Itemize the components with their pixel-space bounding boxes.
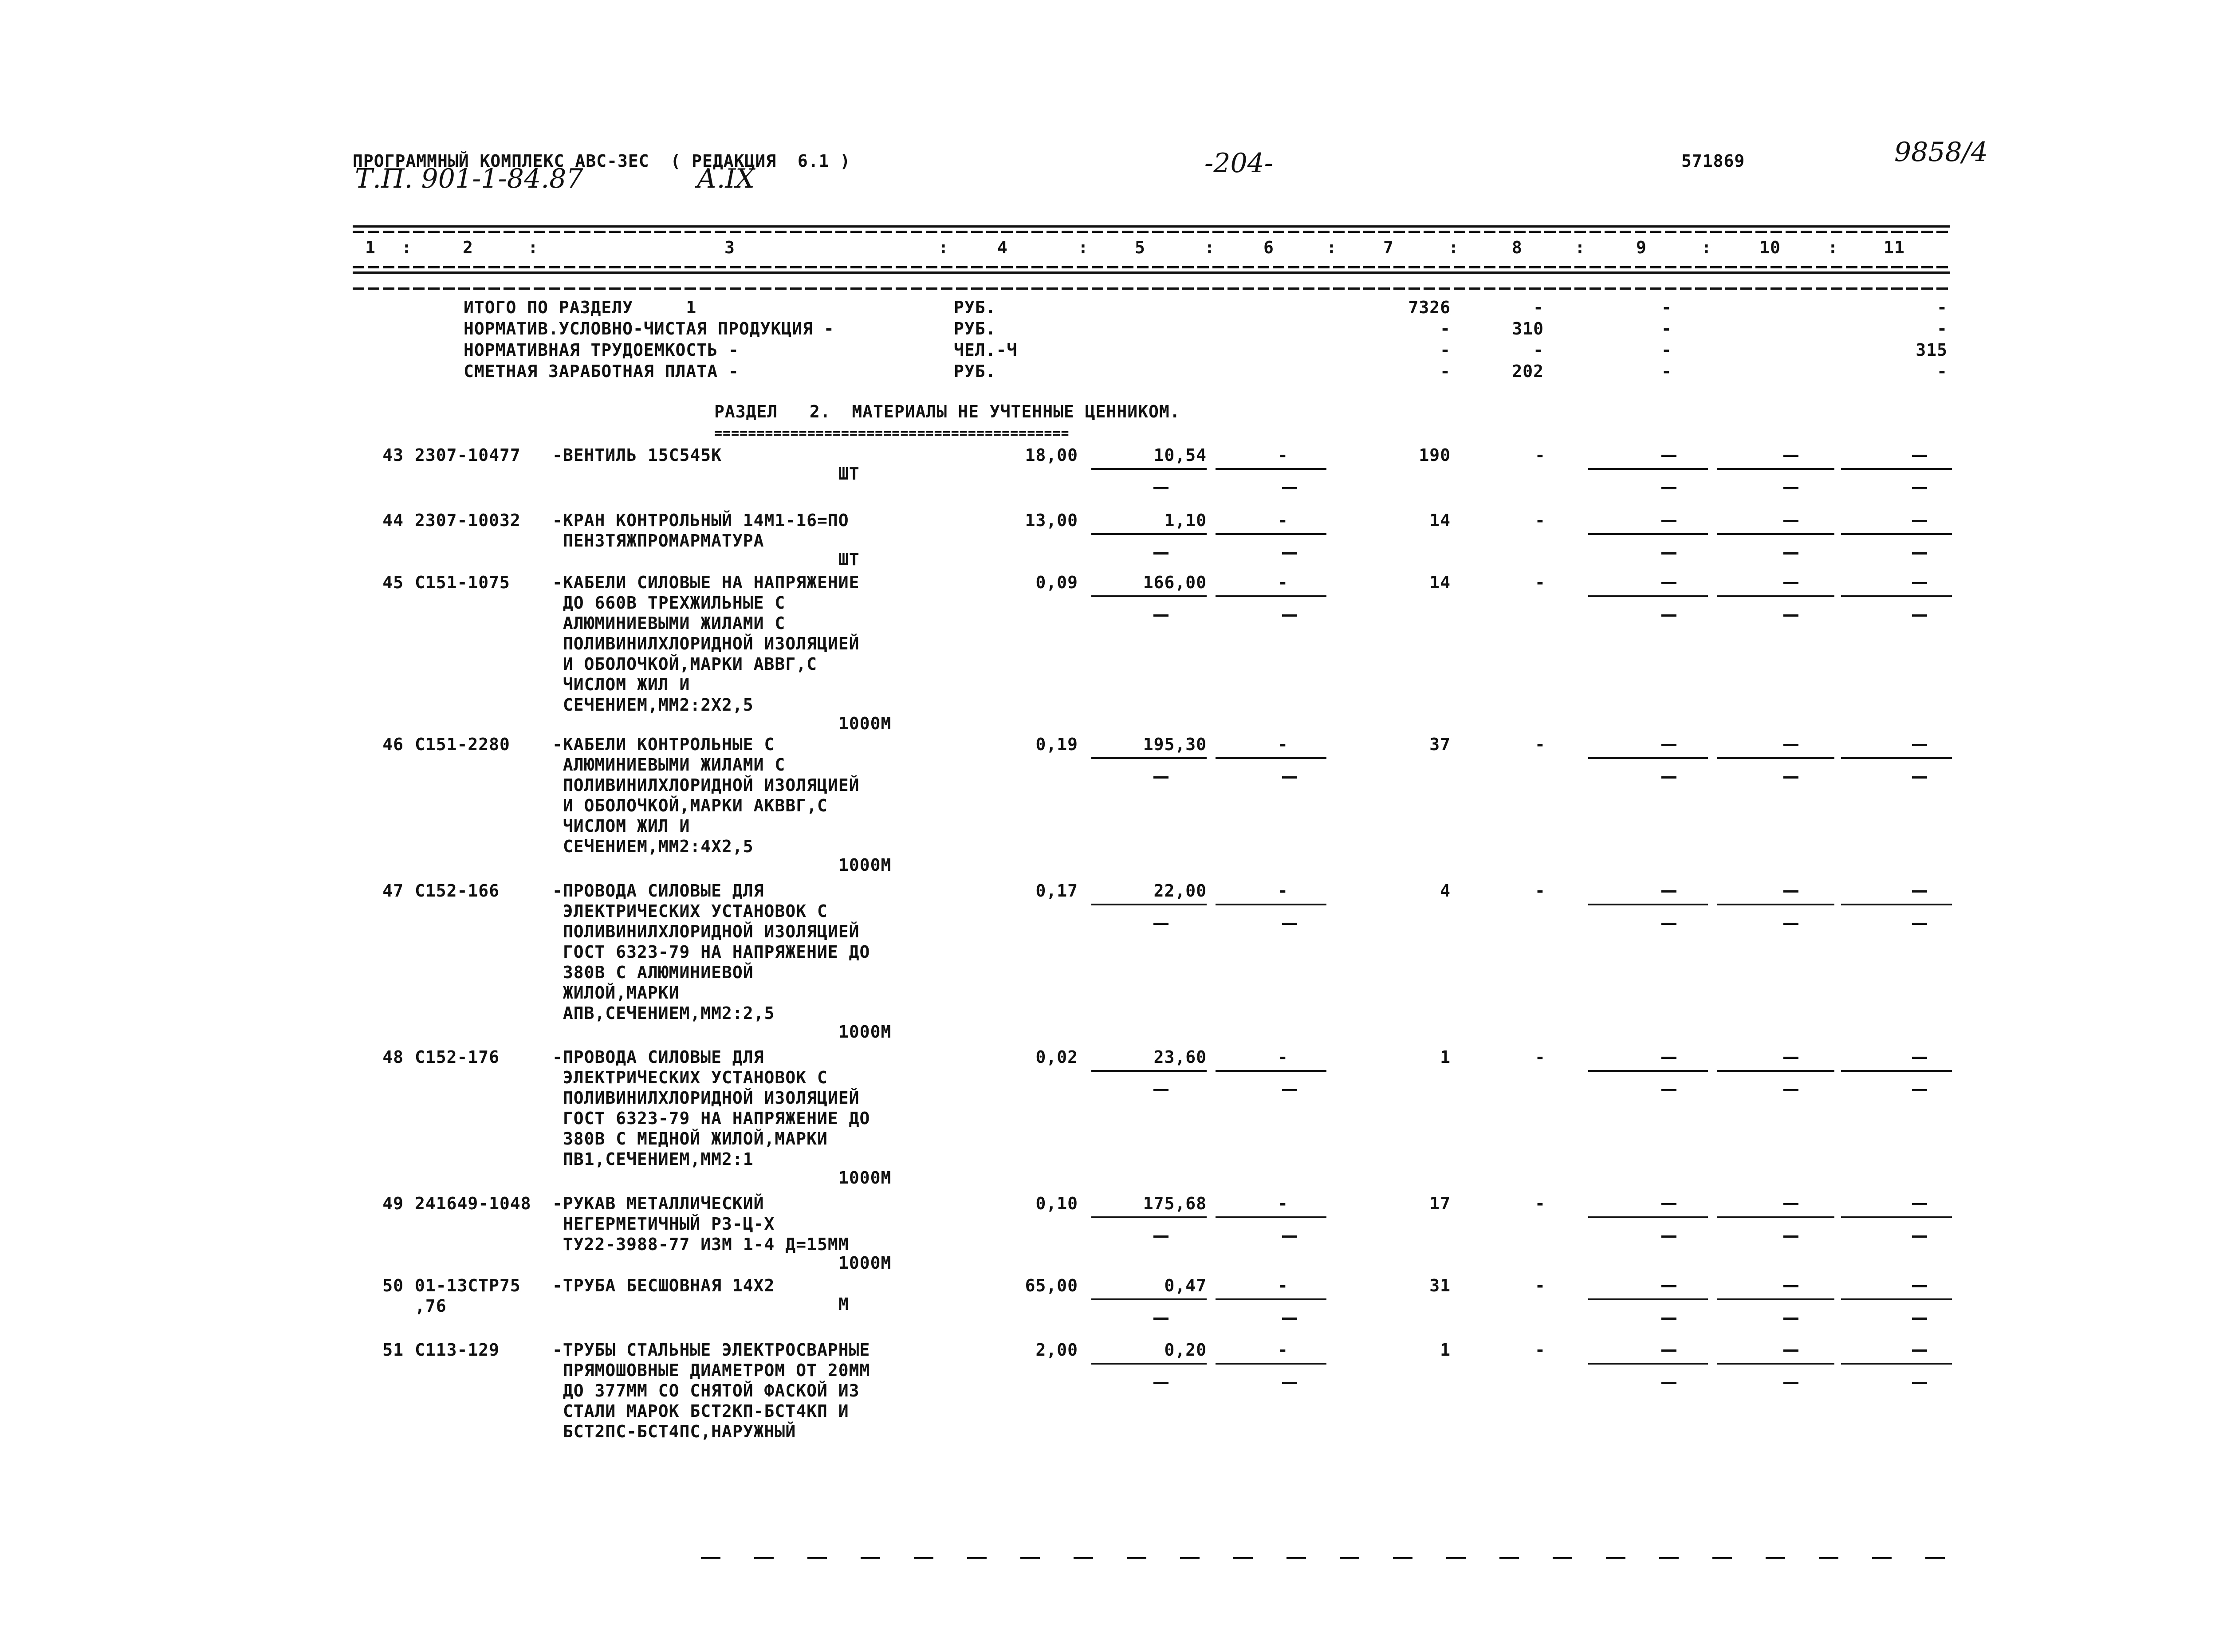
row-price: 23,60 — [1153, 1047, 1207, 1067]
row-description-line: -КРАН КОНТРОЛЬНЫЙ 14М1-16=ПО — [552, 511, 849, 530]
empty-cell-dash — [1661, 455, 1676, 457]
cell-underline — [1216, 595, 1326, 597]
empty-cell-dash — [1912, 744, 1927, 746]
cell-underline — [1091, 904, 1207, 905]
row-description-line: -ТРУБА БЕСШОВНАЯ 14Х2 — [552, 1276, 775, 1295]
column-number: 10 — [1759, 238, 1781, 257]
column-separator: : — [1701, 238, 1712, 257]
summary-value: - — [1533, 298, 1544, 317]
row-code: С152-176 — [415, 1047, 500, 1067]
cell-underline — [1588, 1216, 1708, 1218]
empty-cell-dash — [1661, 1318, 1676, 1320]
row-description-line: ПОЛИВИНИЛХЛОРИДНОЙ ИЗОЛЯЦИЕЙ — [552, 775, 860, 795]
empty-cell-dash — [1661, 487, 1676, 489]
row-unit: 1000М — [838, 1022, 892, 1042]
row-col8: - — [1535, 1276, 1546, 1295]
row-unit: 1000М — [838, 714, 892, 733]
row-description-line: -РУКАВ МЕТАЛЛИЧЕСКИЙ — [552, 1194, 764, 1213]
empty-cell-dash — [1783, 455, 1798, 457]
empty-cell-dash — [1783, 1382, 1798, 1384]
row-description-line: ПОЛИВИНИЛХЛОРИДНОЙ ИЗОЛЯЦИЕЙ — [552, 1088, 860, 1108]
cell-underline — [1216, 1070, 1326, 1072]
summary-label: СМЕТНАЯ ЗАРАБОТНАЯ ПЛАТА - — [464, 362, 739, 381]
row-code: С113-129 — [415, 1340, 500, 1360]
empty-cell-dash — [1783, 1057, 1798, 1059]
row-quantity: 65,00 — [1025, 1276, 1078, 1295]
row-description-line: ПВ1,СЕЧЕНИЕМ,ММ2:1 — [552, 1149, 754, 1169]
row-quantity: 0,10 — [1035, 1194, 1078, 1213]
row-description-line: 380В С АЛЮМИНИЕВОЙ — [552, 963, 754, 982]
row-number: 46 — [382, 735, 404, 754]
row-price: 0,20 — [1164, 1340, 1207, 1360]
summary-unit: РУБ. — [954, 319, 996, 338]
row-number: 50 — [382, 1276, 404, 1295]
empty-cell-dash — [1783, 582, 1798, 584]
empty-cell-dash — [1661, 890, 1676, 893]
column-separator: : — [1575, 238, 1586, 257]
column-separator: : — [401, 238, 412, 257]
empty-cell-dash — [1153, 776, 1168, 779]
cell-underline — [1216, 1216, 1326, 1218]
empty-cell-dash — [1912, 1349, 1927, 1352]
header-rule-bottom-dashed — [353, 266, 1950, 268]
empty-cell-dash — [1783, 487, 1798, 489]
row-description-line: -КАБЕЛИ КОНТРОЛЬНЫЕ С — [552, 735, 775, 754]
row-number: 45 — [382, 573, 404, 592]
cell-underline — [1216, 1298, 1326, 1300]
empty-cell-dash — [1661, 582, 1676, 584]
cell-underline — [1588, 1070, 1708, 1072]
section-title: РАЗДЕЛ 2. МАТЕРИАЛЫ НЕ УЧТЕННЫЕ ЦЕННИКОМ. — [714, 402, 1180, 421]
cell-underline — [1841, 1070, 1952, 1072]
summary-value: - — [1937, 362, 1947, 381]
row-number: 47 — [382, 881, 404, 901]
column-number: 7 — [1383, 238, 1394, 257]
row-description-line: АЛЮМИНИЕВЫМИ ЖИЛАМИ С — [552, 614, 786, 633]
row-description-line: НЕГЕРМЕТИЧНЫЙ РЗ-Ц-Х — [552, 1214, 775, 1234]
cell-underline — [1216, 757, 1326, 759]
cell-underline — [1588, 468, 1708, 470]
summary-value: 310 — [1512, 319, 1544, 338]
empty-cell-dash — [1912, 487, 1927, 489]
summary-value: - — [1533, 340, 1544, 360]
empty-cell-dash — [1661, 776, 1676, 779]
project-code: Т.П. 901-1-84.87 — [355, 163, 583, 194]
empty-cell-dash — [1153, 1089, 1168, 1091]
empty-cell-dash — [1153, 552, 1168, 555]
cell-underline — [1216, 1363, 1326, 1365]
empty-cell-dash — [1912, 614, 1927, 617]
row-col8: - — [1535, 1194, 1546, 1213]
cell-underline — [1841, 468, 1952, 470]
empty-cell-dash — [1661, 1235, 1676, 1238]
column-number: 8 — [1512, 238, 1523, 257]
summary-unit: РУБ. — [954, 298, 996, 317]
empty-cell-dash — [1783, 1285, 1798, 1287]
column-separator: : — [1326, 238, 1337, 257]
empty-cell-dash — [1282, 1235, 1297, 1238]
empty-cell-dash — [1282, 1318, 1297, 1320]
row-description-line: БСТ2ПС-БСТ4ПС,НАРУЖНЫЙ — [552, 1422, 796, 1441]
row-col8: - — [1535, 573, 1546, 592]
row-col8: - — [1535, 881, 1546, 901]
row-description-line: ГОСТ 6323-79 НА НАПРЯЖЕНИЕ ДО — [552, 1109, 870, 1128]
row-description-line: ЧИСЛОМ ЖИЛ И — [552, 675, 690, 694]
summary-value: - — [1661, 298, 1672, 317]
empty-cell-dash — [1783, 923, 1798, 925]
row-description-line: ПРЯМОШОВНЫЕ ДИАМЕТРОМ ОТ 20ММ — [552, 1361, 870, 1380]
column-number: 3 — [724, 238, 735, 257]
row-quantity: 0,17 — [1035, 881, 1078, 901]
row-description-line: -ПРОВОДА СИЛОВЫЕ ДЛЯ — [552, 1047, 764, 1067]
cell-underline — [1091, 595, 1207, 597]
cell-underline — [1588, 533, 1708, 535]
cell-underline — [1588, 757, 1708, 759]
empty-cell-dash — [1912, 1235, 1927, 1238]
row-col6: - — [1278, 1194, 1288, 1213]
cell-underline — [1841, 757, 1952, 759]
row-description-line: -ПРОВОДА СИЛОВЫЕ ДЛЯ — [552, 881, 764, 901]
cell-underline — [1841, 1216, 1952, 1218]
row-col6: - — [1278, 573, 1288, 592]
empty-cell-dash — [1783, 776, 1798, 779]
row-code-cont: ,76 — [415, 1296, 447, 1316]
row-total: 14 — [1429, 573, 1451, 592]
empty-cell-dash — [1912, 520, 1927, 522]
empty-cell-dash — [1912, 1203, 1927, 1205]
empty-cell-dash — [1661, 614, 1676, 617]
cell-underline — [1588, 595, 1708, 597]
row-price: 175,68 — [1143, 1194, 1207, 1213]
cell-underline — [1717, 757, 1834, 759]
row-col6: - — [1278, 445, 1288, 465]
row-unit: ШТ — [838, 550, 860, 569]
row-price: 195,30 — [1143, 735, 1207, 754]
empty-cell-dash — [1783, 614, 1798, 617]
summary-value: - — [1661, 340, 1672, 360]
row-description-line: СЕЧЕНИЕМ,ММ2:4Х2,5 — [552, 837, 754, 856]
bottom-rule — [701, 1557, 1956, 1559]
cell-underline — [1588, 1298, 1708, 1300]
archive-number: 9858/4 — [1894, 137, 1988, 168]
cell-underline — [1841, 904, 1952, 905]
row-unit: 1000М — [838, 1168, 892, 1188]
empty-cell-dash — [1783, 1089, 1798, 1091]
empty-cell-dash — [1912, 923, 1927, 925]
row-total: 14 — [1429, 511, 1451, 530]
empty-cell-dash — [1783, 1349, 1798, 1352]
summary-value: - — [1440, 319, 1451, 338]
row-price: 22,00 — [1153, 881, 1207, 901]
empty-cell-dash — [1282, 1089, 1297, 1091]
empty-cell-dash — [1153, 487, 1168, 489]
row-price: 166,00 — [1143, 573, 1207, 592]
column-number: 5 — [1135, 238, 1145, 257]
cell-underline — [1091, 757, 1207, 759]
row-col6: - — [1278, 511, 1288, 530]
row-col8: - — [1535, 735, 1546, 754]
cell-underline — [1091, 1070, 1207, 1072]
row-description-line: -ВЕНТИЛЬ 15С545К — [552, 445, 722, 465]
row-price: 10,54 — [1153, 445, 1207, 465]
row-total: 17 — [1429, 1194, 1451, 1213]
cell-underline — [1091, 1298, 1207, 1300]
empty-cell-dash — [1912, 455, 1927, 457]
row-description-line: ЭЛЕКТРИЧЕСКИХ УСТАНОВОК С — [552, 901, 828, 921]
section-underline: ========================================== — [714, 426, 1070, 441]
row-unit: 1000М — [838, 1253, 892, 1273]
column-separator: : — [938, 238, 949, 257]
row-quantity: 0,09 — [1035, 573, 1078, 592]
empty-cell-dash — [1783, 744, 1798, 746]
empty-cell-dash — [1912, 890, 1927, 893]
empty-cell-dash — [1783, 520, 1798, 522]
summary-value: - — [1661, 362, 1672, 381]
empty-cell-dash — [1661, 1203, 1676, 1205]
row-number: 48 — [382, 1047, 404, 1067]
row-code: 2307-10032 — [415, 511, 521, 530]
cell-underline — [1841, 595, 1952, 597]
row-code: 241649-1048 — [415, 1194, 531, 1213]
cell-underline — [1588, 904, 1708, 905]
column-separator: : — [1828, 238, 1838, 257]
row-description-line: АПВ,СЕЧЕНИЕМ,ММ2:2,5 — [552, 1003, 775, 1023]
cell-underline — [1717, 1298, 1834, 1300]
empty-cell-dash — [1661, 1057, 1676, 1059]
row-unit: ШТ — [838, 464, 860, 484]
cell-underline — [1841, 533, 1952, 535]
summary-value: - — [1661, 319, 1672, 338]
album-number: А.IX — [696, 163, 755, 194]
cell-underline — [1717, 1363, 1834, 1365]
header-rule-top-dashed — [353, 231, 1950, 233]
empty-cell-dash — [1912, 776, 1927, 779]
empty-cell-dash — [1912, 552, 1927, 555]
row-total: 190 — [1419, 445, 1451, 465]
summary-value: 315 — [1916, 340, 1947, 360]
row-col6: - — [1278, 735, 1288, 754]
row-description-line: ДО 660В ТРЕХЖИЛЬНЫЕ С — [552, 593, 786, 613]
row-code: С151-2280 — [415, 735, 510, 754]
row-col8: - — [1535, 1047, 1546, 1067]
cell-underline — [1091, 533, 1207, 535]
column-number: 1 — [365, 238, 376, 257]
empty-cell-dash — [1912, 1057, 1927, 1059]
row-quantity: 13,00 — [1025, 511, 1078, 530]
empty-cell-dash — [1783, 890, 1798, 893]
row-description-line: ЖИЛОЙ,МАРКИ — [552, 983, 680, 1003]
empty-cell-dash — [1783, 1235, 1798, 1238]
row-description-line: ЭЛЕКТРИЧЕСКИХ УСТАНОВОК С — [552, 1068, 828, 1087]
header-rule-under — [353, 287, 1950, 290]
cell-underline — [1717, 1070, 1834, 1072]
cell-underline — [1216, 468, 1326, 470]
empty-cell-dash — [1912, 1285, 1927, 1287]
cell-underline — [1717, 468, 1834, 470]
row-description-line: ЧИСЛОМ ЖИЛ И — [552, 816, 690, 836]
row-col8: - — [1535, 445, 1546, 465]
cell-underline — [1717, 904, 1834, 905]
row-number: 43 — [382, 445, 404, 465]
cell-underline — [1091, 1363, 1207, 1365]
empty-cell-dash — [1783, 1203, 1798, 1205]
summary-value: - — [1440, 362, 1451, 381]
empty-cell-dash — [1153, 1318, 1168, 1320]
empty-cell-dash — [1282, 923, 1297, 925]
summary-label: ИТОГО ПО РАЗДЕЛУ 1 — [464, 298, 697, 317]
column-separator: : — [1204, 238, 1215, 257]
row-total: 4 — [1440, 881, 1451, 901]
summary-value: - — [1937, 298, 1947, 317]
summary-label: НОРМАТИВНАЯ ТРУДОЕМКОСТЬ - — [464, 340, 739, 360]
row-col8: - — [1535, 511, 1546, 530]
row-code: С152-166 — [415, 881, 500, 901]
column-separator: : — [1078, 238, 1089, 257]
row-number: 44 — [382, 511, 404, 530]
summary-value: - — [1440, 340, 1451, 360]
cell-underline — [1717, 595, 1834, 597]
row-price: 1,10 — [1164, 511, 1207, 530]
summary-value: - — [1937, 319, 1947, 338]
row-col6: - — [1278, 1047, 1288, 1067]
row-unit: 1000М — [838, 855, 892, 875]
row-code: 2307-10477 — [415, 445, 521, 465]
row-quantity: 18,00 — [1025, 445, 1078, 465]
row-description-line: ГОСТ 6323-79 НА НАПРЯЖЕНИЕ ДО — [552, 942, 870, 962]
row-description-line: И ОБОЛОЧКОЙ,МАРКИ АКВВГ,С — [552, 796, 828, 815]
row-description-line: 380В С МЕДНОЙ ЖИЛОЙ,МАРКИ — [552, 1129, 828, 1149]
row-col8: - — [1535, 1340, 1546, 1360]
column-separator: : — [1448, 238, 1459, 257]
cell-underline — [1588, 1363, 1708, 1365]
row-description-line: И ОБОЛОЧКОЙ,МАРКИ АВВГ,С — [552, 654, 817, 674]
cell-underline — [1091, 468, 1207, 470]
row-description-line: ДО 377ММ СО СНЯТОЙ ФАСКОЙ ИЗ — [552, 1381, 860, 1400]
empty-cell-dash — [1282, 552, 1297, 555]
page-number: -204- — [1204, 148, 1274, 179]
cell-underline — [1841, 1363, 1952, 1365]
row-total: 1 — [1440, 1047, 1451, 1067]
summary-value: 7326 — [1408, 298, 1451, 317]
row-description-line: ПОЛИВИНИЛХЛОРИДНОЙ ИЗОЛЯЦИЕЙ — [552, 922, 860, 941]
row-total: 37 — [1429, 735, 1451, 754]
row-total: 1 — [1440, 1340, 1451, 1360]
row-number: 51 — [382, 1340, 404, 1360]
empty-cell-dash — [1912, 582, 1927, 584]
empty-cell-dash — [1661, 744, 1676, 746]
program-header: ПРОГРАММНЫЙ КОМПЛЕКС АВС-ЗЕС ( РЕДАКЦИЯ 6.1 ) — [353, 151, 851, 171]
row-quantity: 2,00 — [1035, 1340, 1078, 1360]
row-total: 31 — [1429, 1276, 1451, 1295]
row-description-line: -КАБЕЛИ СИЛОВЫЕ НА НАПРЯЖЕНИЕ — [552, 573, 860, 592]
empty-cell-dash — [1153, 923, 1168, 925]
row-code: 01-13СТР75 — [415, 1276, 521, 1295]
row-description-line: СЕЧЕНИЕМ,ММ2:2Х2,5 — [552, 695, 754, 715]
cell-underline — [1216, 904, 1326, 905]
row-quantity: 0,19 — [1035, 735, 1078, 754]
cell-underline — [1216, 533, 1326, 535]
empty-cell-dash — [1661, 1349, 1676, 1352]
column-number: 4 — [997, 238, 1008, 257]
column-separator: : — [528, 238, 539, 257]
empty-cell-dash — [1282, 776, 1297, 779]
column-number: 6 — [1263, 238, 1274, 257]
row-col6: - — [1278, 1340, 1288, 1360]
column-number: 9 — [1636, 238, 1647, 257]
empty-cell-dash — [1153, 614, 1168, 617]
empty-cell-dash — [1153, 1382, 1168, 1384]
empty-cell-dash — [1661, 520, 1676, 522]
header-rule-top — [353, 225, 1950, 228]
empty-cell-dash — [1912, 1089, 1927, 1091]
row-unit: М — [838, 1294, 849, 1314]
column-number: 11 — [1884, 238, 1905, 257]
empty-cell-dash — [1783, 1318, 1798, 1320]
row-quantity: 0,02 — [1035, 1047, 1078, 1067]
empty-cell-dash — [1783, 552, 1798, 555]
row-price: 0,47 — [1164, 1276, 1207, 1295]
empty-cell-dash — [1282, 614, 1297, 617]
header-rule-bottom — [353, 271, 1950, 274]
empty-cell-dash — [1282, 487, 1297, 489]
row-col6: - — [1278, 881, 1288, 901]
row-description-line: СТАЛИ МАРОК БСТ2КП-БСТ4КП И — [552, 1401, 849, 1421]
empty-cell-dash — [1661, 1285, 1676, 1287]
empty-cell-dash — [1912, 1318, 1927, 1320]
row-description-line: ПЕНЗТЯЖПРОМАРМАТУРА — [552, 531, 764, 551]
cell-underline — [1091, 1216, 1207, 1218]
column-number: 2 — [463, 238, 473, 257]
empty-cell-dash — [1661, 1089, 1676, 1091]
cell-underline — [1841, 1298, 1952, 1300]
row-description-line: -ТРУБЫ СТАЛЬНЫЕ ЭЛЕКТРОСВАРНЫЕ — [552, 1340, 870, 1360]
cell-underline — [1717, 1216, 1834, 1218]
row-code: С151-1075 — [415, 573, 510, 592]
empty-cell-dash — [1282, 1382, 1297, 1384]
row-description-line: ПОЛИВИНИЛХЛОРИДНОЙ ИЗОЛЯЦИЕЙ — [552, 634, 860, 653]
row-description-line: АЛЮМИНИЕВЫМИ ЖИЛАМИ С — [552, 755, 786, 775]
empty-cell-dash — [1153, 1235, 1168, 1238]
row-description-line: ТУ22-3988-77 ИЗМ 1-4 Д=15ММ — [552, 1235, 849, 1254]
empty-cell-dash — [1661, 1382, 1676, 1384]
document-number: 571869 — [1681, 151, 1745, 171]
empty-cell-dash — [1661, 552, 1676, 555]
cell-underline — [1717, 533, 1834, 535]
empty-cell-dash — [1661, 923, 1676, 925]
empty-cell-dash — [1912, 1382, 1927, 1384]
summary-label: НОРМАТИВ.УСЛОВНО-ЧИСТАЯ ПРОДУКЦИЯ - — [464, 319, 834, 338]
row-number: 49 — [382, 1194, 404, 1213]
summary-unit: ЧЕЛ.-Ч — [954, 340, 1018, 360]
summary-unit: РУБ. — [954, 362, 996, 381]
summary-value: 202 — [1512, 362, 1544, 381]
row-col6: - — [1278, 1276, 1288, 1295]
